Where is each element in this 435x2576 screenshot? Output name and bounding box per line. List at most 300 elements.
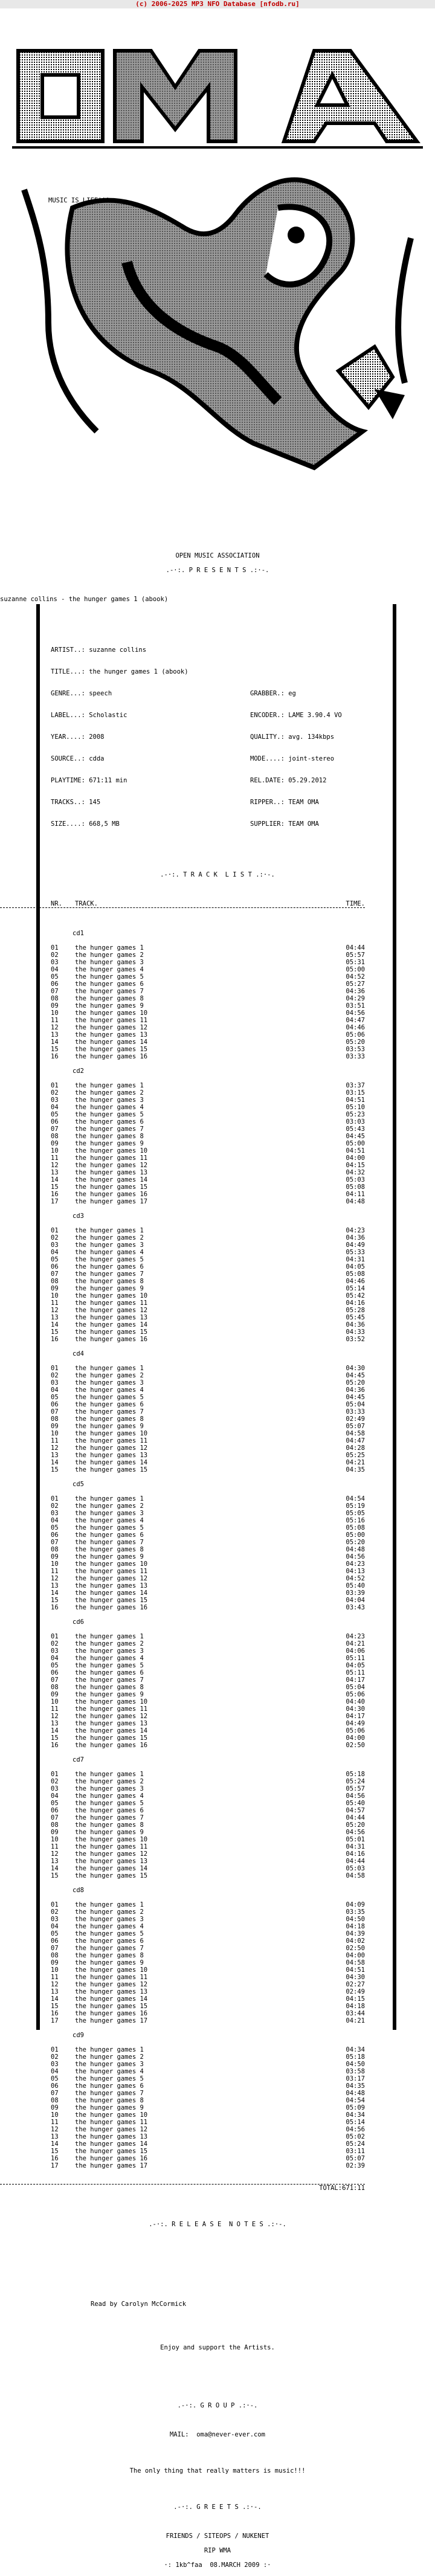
track-row [0, 1394, 365, 1401]
track-row [0, 1539, 365, 1546]
track-title: the hunger games 1 [75, 1633, 144, 1640]
track-number: 11 [51, 1154, 59, 1162]
track-title: the hunger games 4 [75, 1517, 144, 1524]
track-time: 04:00 [346, 1734, 365, 1742]
track-title: the hunger games 3 [75, 1916, 144, 1923]
track-title: the hunger games 8 [75, 1278, 144, 1285]
track-row [0, 2068, 365, 2075]
track-time: 03:43 [346, 1604, 365, 1611]
track-time: 05:42 [346, 1292, 365, 1299]
track-title: the hunger games 14 [75, 1865, 148, 1872]
track-row [0, 1930, 365, 1937]
track-time: 05:45 [346, 1314, 365, 1321]
track-number: 03 [51, 1916, 59, 1923]
disc-label: cd3 [72, 1212, 84, 1220]
track-number: 17 [51, 2162, 59, 2169]
track-number: 11 [51, 1843, 59, 1850]
track-time: 03:53 [346, 1046, 365, 1053]
track-time: 05:14 [346, 1285, 365, 1292]
track-title: the hunger games 10 [75, 1836, 148, 1843]
track-row [0, 1560, 365, 1568]
track-title: the hunger games 9 [75, 1959, 144, 1966]
track-time: 05:40 [346, 1582, 365, 1589]
track-row [0, 1597, 365, 1604]
track-title: the hunger games 6 [75, 1937, 144, 1945]
track-title: the hunger games 2 [75, 1089, 144, 1096]
track-number: 11 [51, 1437, 59, 1444]
track-number: 09 [51, 2104, 59, 2111]
track-number: 12 [51, 1981, 59, 1988]
track-row [0, 1408, 365, 1415]
track-row [0, 1502, 365, 1510]
track-title: the hunger games 7 [75, 988, 144, 995]
track-row [0, 1916, 365, 1923]
track-time: 04:30 [346, 1974, 365, 1981]
track-title: the hunger games 3 [75, 1241, 144, 1249]
track-number: 06 [51, 1118, 59, 1125]
track-number: 02 [51, 952, 59, 959]
track-title: the hunger games 9 [75, 1423, 144, 1430]
track-title: the hunger games 12 [75, 1981, 148, 1988]
track-time: 04:44 [346, 1814, 365, 1821]
track-title: the hunger games 16 [75, 2010, 148, 2017]
track-number: 14 [51, 1727, 59, 1734]
track-title: the hunger games 15 [75, 2003, 148, 2010]
track-title: the hunger games 13 [75, 1452, 148, 1459]
track-time: 02:49 [346, 1988, 365, 1995]
info-line: SUPPLIER: TEAM OMA [250, 820, 319, 828]
track-row [0, 1952, 365, 1959]
track-title: the hunger games 13 [75, 1858, 148, 1865]
disc-spacer [0, 2039, 435, 2046]
track-row [0, 1082, 365, 1089]
track-time: 05:14 [346, 2119, 365, 2126]
nfodb-header: (c) 2006-2025 MP3 NFO Database [nfodb.ru] [0, 0, 435, 8]
track-number: 07 [51, 1814, 59, 1821]
track-title: the hunger games 12 [75, 1444, 148, 1452]
track-number: 10 [51, 1292, 59, 1299]
track-title: the hunger games 9 [75, 1002, 144, 1009]
track-row [0, 1727, 365, 1734]
track-time: 05:09 [346, 2104, 365, 2111]
track-time: 04:45 [346, 1372, 365, 1379]
track-title: the hunger games 9 [75, 1691, 144, 1698]
track-time: 03:35 [346, 1908, 365, 1916]
track-title: the hunger games 9 [75, 1553, 144, 1560]
track-number: 13 [51, 1858, 59, 1865]
info-left-column [51, 632, 250, 842]
track-number: 05 [51, 2075, 59, 2082]
track-time: 04:02 [346, 1937, 365, 1945]
track-number: 03 [51, 2061, 59, 2068]
track-title: the hunger games 6 [75, 1263, 144, 1270]
frame-right-border [393, 604, 396, 2030]
disc-spacer [0, 1488, 435, 1495]
track-time: 04:56 [346, 1009, 365, 1017]
track-time: 04:45 [346, 1394, 365, 1401]
track-number: 13 [51, 1988, 59, 1995]
track-number: 03 [51, 1510, 59, 1517]
track-number: 16 [51, 2010, 59, 2017]
track-row [0, 1843, 365, 1850]
track-time: 04:52 [346, 1575, 365, 1582]
track-row [0, 1778, 365, 1785]
track-row [0, 995, 365, 1002]
tracklist-heading: .-·:. T R A C K L I S T .:·-. [160, 871, 275, 878]
track-time: 04:30 [346, 1365, 365, 1372]
tracklist [0, 923, 435, 2169]
track-title: the hunger games 5 [75, 1524, 144, 1531]
tagline: MUSIC IS LIFE!!! [48, 197, 110, 204]
track-title: the hunger games 15 [75, 1872, 148, 1879]
track-title: the hunger games 3 [75, 1379, 144, 1386]
disc-spacer [0, 1894, 435, 1901]
track-title: the hunger games 8 [75, 1133, 144, 1140]
track-title: the hunger games 8 [75, 1684, 144, 1691]
track-number: 02 [51, 1778, 59, 1785]
track-title: the hunger games 10 [75, 1147, 148, 1154]
track-number: 06 [51, 1263, 59, 1270]
track-row [0, 1365, 365, 1372]
track-time: 04:13 [346, 1568, 365, 1575]
track-time: 02:39 [346, 2162, 365, 2169]
track-number: 05 [51, 1930, 59, 1937]
track-time: 05:20 [346, 1379, 365, 1386]
track-row [0, 1256, 365, 1263]
track-row [0, 1053, 365, 1060]
track-title: the hunger games 10 [75, 1698, 148, 1705]
track-number: 16 [51, 1336, 59, 1343]
track-number: 06 [51, 1531, 59, 1539]
track-number: 02 [51, 1640, 59, 1647]
track-title: the hunger games 13 [75, 1314, 148, 1321]
track-title: the hunger games 8 [75, 1415, 144, 1423]
track-title: the hunger games 11 [75, 1568, 148, 1575]
track-time: 04:34 [346, 2111, 365, 2119]
track-number: 09 [51, 1829, 59, 1836]
track-row [0, 1125, 365, 1133]
track-time: 05:07 [346, 2155, 365, 2162]
track-row [0, 1336, 365, 1343]
track-time: 05:11 [346, 1669, 365, 1676]
track-number: 16 [51, 1604, 59, 1611]
track-number: 09 [51, 1553, 59, 1560]
track-title: the hunger games 14 [75, 2140, 148, 2148]
track-row [0, 952, 365, 959]
track-number: 16 [51, 1053, 59, 1060]
track-row [0, 1379, 365, 1386]
track-row [0, 1553, 365, 1560]
track-row [0, 1945, 365, 1952]
track-row [0, 1604, 365, 1611]
track-row [0, 1249, 365, 1256]
track-time: 04:36 [346, 1386, 365, 1394]
track-title: the hunger games 11 [75, 1017, 148, 1024]
track-title: the hunger games 7 [75, 1125, 144, 1133]
track-number: 10 [51, 1560, 59, 1568]
disc-spacer [0, 1763, 435, 1771]
track-number: 12 [51, 1444, 59, 1452]
track-time: 04:58 [346, 1430, 365, 1437]
track-row [0, 2104, 365, 2111]
track-number: 08 [51, 995, 59, 1002]
track-row [0, 1046, 365, 1053]
track-time: 04:47 [346, 1437, 365, 1444]
track-number: 12 [51, 1024, 59, 1031]
track-row [0, 1908, 365, 1916]
track-title: the hunger games 16 [75, 1604, 148, 1611]
track-time: 04:31 [346, 1843, 365, 1850]
track-number: 08 [51, 1415, 59, 1423]
track-number: 07 [51, 1676, 59, 1684]
track-time: 04:57 [346, 1807, 365, 1814]
info-line: RIPPER..: TEAM OMA [250, 799, 319, 806]
track-time: 04:50 [346, 1916, 365, 1923]
track-time: 03:44 [346, 2010, 365, 2017]
track-row [0, 1633, 365, 1640]
track-title: the hunger games 5 [75, 1394, 144, 1401]
track-row [0, 1024, 365, 1031]
greets-heading: .-·:. G R E E T S .:·-. [173, 2504, 262, 2511]
info-line: SOURCE..: cdda [51, 755, 105, 762]
group-name: OPEN MUSIC ASSOCIATION [175, 552, 260, 559]
disc-spacer [0, 1473, 435, 1481]
track-number: 02 [51, 1089, 59, 1096]
track-time: 03:03 [346, 1118, 365, 1125]
track-title: the hunger games 4 [75, 1792, 144, 1800]
track-time: 05:23 [346, 1111, 365, 1118]
track-number: 05 [51, 1800, 59, 1807]
track-number: 01 [51, 1901, 59, 1908]
track-row [0, 1988, 365, 1995]
track-title: the hunger games 9 [75, 2104, 144, 2111]
track-title: the hunger games 6 [75, 1118, 144, 1125]
track-row [0, 1466, 365, 1473]
track-number: 06 [51, 1669, 59, 1676]
track-time: 04:46 [346, 1278, 365, 1285]
track-time: 03:51 [346, 1002, 365, 1009]
track-time: 04:56 [346, 1553, 365, 1560]
track-title: the hunger games 3 [75, 1096, 144, 1104]
track-number: 02 [51, 1372, 59, 1379]
track-time: 04:46 [346, 1024, 365, 1031]
track-time: 05:31 [346, 959, 365, 966]
track-time: 03:39 [346, 1589, 365, 1597]
track-number: 15 [51, 1872, 59, 1879]
track-time: 04:17 [346, 1676, 365, 1684]
track-title: the hunger games 14 [75, 1459, 148, 1466]
disc-label: cd2 [72, 1067, 84, 1075]
track-row [0, 1640, 365, 1647]
track-row [0, 1147, 365, 1154]
track-number: 04 [51, 1104, 59, 1111]
track-row [0, 2017, 365, 2024]
track-number: 04 [51, 2068, 59, 2075]
track-title: the hunger games 15 [75, 1328, 148, 1336]
track-row [0, 1676, 365, 1684]
track-time: 04:00 [346, 1952, 365, 1959]
track-number: 14 [51, 1321, 59, 1328]
track-row [0, 1372, 365, 1379]
track-number: 12 [51, 1307, 59, 1314]
disc-spacer [0, 923, 435, 930]
track-title: the hunger games 7 [75, 1945, 144, 1952]
track-time: 05:11 [346, 1655, 365, 1662]
track-time: 04:51 [346, 1096, 365, 1104]
track-row [0, 1314, 365, 1321]
track-time: 04:44 [346, 944, 365, 952]
track-title: the hunger games 2 [75, 1234, 144, 1241]
track-time: 05:04 [346, 1401, 365, 1408]
col-track: TRACK. [75, 900, 98, 907]
track-number: 04 [51, 1792, 59, 1800]
presents-heading: .-·:. P R E S E N T S .:·-. [166, 567, 269, 574]
track-title: the hunger games 15 [75, 1046, 148, 1053]
track-time: 05:08 [346, 1524, 365, 1531]
track-number: 12 [51, 1162, 59, 1169]
track-time: 05:00 [346, 1140, 365, 1147]
info-line: PLAYTIME: 671:11 min [51, 777, 127, 784]
track-title: the hunger games 9 [75, 1285, 144, 1292]
track-number: 08 [51, 1278, 59, 1285]
track-number: 16 [51, 1191, 59, 1198]
track-time: 04:51 [346, 1966, 365, 1974]
track-title: the hunger games 1 [75, 1771, 144, 1778]
track-time: 04:31 [346, 1256, 365, 1263]
track-title: the hunger games 6 [75, 980, 144, 988]
track-number: 11 [51, 1974, 59, 1981]
track-number: 11 [51, 1017, 59, 1024]
track-number: 01 [51, 1227, 59, 1234]
track-number: 14 [51, 1038, 59, 1046]
disc-spacer [0, 1075, 435, 1082]
track-time: 04:36 [346, 1234, 365, 1241]
track-row [0, 1009, 365, 1017]
track-number: 06 [51, 980, 59, 988]
track-number: 03 [51, 1647, 59, 1655]
track-row [0, 1169, 365, 1176]
track-number: 12 [51, 2126, 59, 2133]
track-number: 01 [51, 2046, 59, 2053]
track-number: 10 [51, 1430, 59, 1437]
track-row [0, 1901, 365, 1908]
track-number: 11 [51, 1568, 59, 1575]
track-row [0, 1691, 365, 1698]
track-title: the hunger games 12 [75, 1575, 148, 1582]
track-title: the hunger games 4 [75, 1923, 144, 1930]
track-title: the hunger games 8 [75, 2097, 144, 2104]
track-row [0, 1133, 365, 1140]
track-number: 04 [51, 1923, 59, 1930]
track-row [0, 1517, 365, 1524]
track-number: 04 [51, 1655, 59, 1662]
track-time: 04:45 [346, 1133, 365, 1140]
disc-label: cd8 [72, 1887, 84, 1894]
track-number: 05 [51, 1662, 59, 1669]
track-title: the hunger games 14 [75, 1589, 148, 1597]
track-title: the hunger games 10 [75, 1560, 148, 1568]
track-number: 07 [51, 1539, 59, 1546]
track-time: 04:15 [346, 1162, 365, 1169]
track-number: 07 [51, 2090, 59, 2097]
release-title: suzanne collins - the hunger games 1 (abook) [0, 596, 169, 603]
track-time: 04:23 [346, 1633, 365, 1640]
track-number: 11 [51, 1299, 59, 1307]
track-time: 04:23 [346, 1560, 365, 1568]
track-number: 15 [51, 1734, 59, 1742]
track-row [0, 2046, 365, 2053]
track-row [0, 2162, 365, 2169]
track-time: 05:05 [346, 1510, 365, 1517]
track-number: 16 [51, 2155, 59, 2162]
track-number: 08 [51, 1684, 59, 1691]
track-time: 05:24 [346, 1778, 365, 1785]
track-number: 02 [51, 1234, 59, 1241]
track-title: the hunger games 2 [75, 2053, 144, 2061]
track-time: 02:49 [346, 1415, 365, 1423]
track-time: 03:52 [346, 1336, 365, 1343]
track-title: the hunger games 11 [75, 1154, 148, 1162]
track-title: the hunger games 1 [75, 1227, 144, 1234]
track-time: 04:35 [346, 2082, 365, 2090]
track-time: 05:00 [346, 966, 365, 973]
track-row [0, 1241, 365, 1249]
track-number: 10 [51, 1836, 59, 1843]
track-title: the hunger games 4 [75, 966, 144, 973]
track-title: the hunger games 14 [75, 1038, 148, 1046]
track-row [0, 2053, 365, 2061]
track-time: 05:04 [346, 1684, 365, 1691]
track-row [0, 1705, 365, 1713]
track-time: 04:04 [346, 1597, 365, 1604]
track-number: 07 [51, 1270, 59, 1278]
track-row [0, 1814, 365, 1821]
track-title: the hunger games 10 [75, 1966, 148, 1974]
track-time: 04:52 [346, 973, 365, 980]
track-time: 04:32 [346, 1169, 365, 1176]
track-title: the hunger games 4 [75, 2068, 144, 2075]
track-title: the hunger games 2 [75, 1908, 144, 1916]
track-number: 01 [51, 1771, 59, 1778]
track-row [0, 2082, 365, 2090]
track-time: 04:23 [346, 1227, 365, 1234]
track-title: the hunger games 2 [75, 1502, 144, 1510]
track-number: 04 [51, 1386, 59, 1394]
track-row [0, 1459, 365, 1466]
track-number: 12 [51, 1850, 59, 1858]
track-number: 14 [51, 2140, 59, 2148]
track-title: the hunger games 15 [75, 1183, 148, 1191]
greets-line: RIP WMA [204, 2547, 231, 2554]
tracklist-header [0, 900, 365, 908]
track-time: 05:01 [346, 1836, 365, 1843]
track-number: 04 [51, 1249, 59, 1256]
track-time: 05:57 [346, 952, 365, 959]
track-time: 04:56 [346, 2126, 365, 2133]
track-title: the hunger games 4 [75, 1655, 144, 1662]
track-row [0, 1995, 365, 2003]
track-title: the hunger games 11 [75, 1299, 148, 1307]
slogan: The only thing that really matters is music!!! [129, 2467, 306, 2475]
track-number: 06 [51, 1401, 59, 1408]
track-title: the hunger games 7 [75, 2090, 144, 2097]
track-number: 06 [51, 1807, 59, 1814]
track-number: 10 [51, 2111, 59, 2119]
col-nr: NR. [51, 900, 62, 907]
track-time: 05:18 [346, 2053, 365, 2061]
track-time: 05:03 [346, 1176, 365, 1183]
track-row [0, 1299, 365, 1307]
